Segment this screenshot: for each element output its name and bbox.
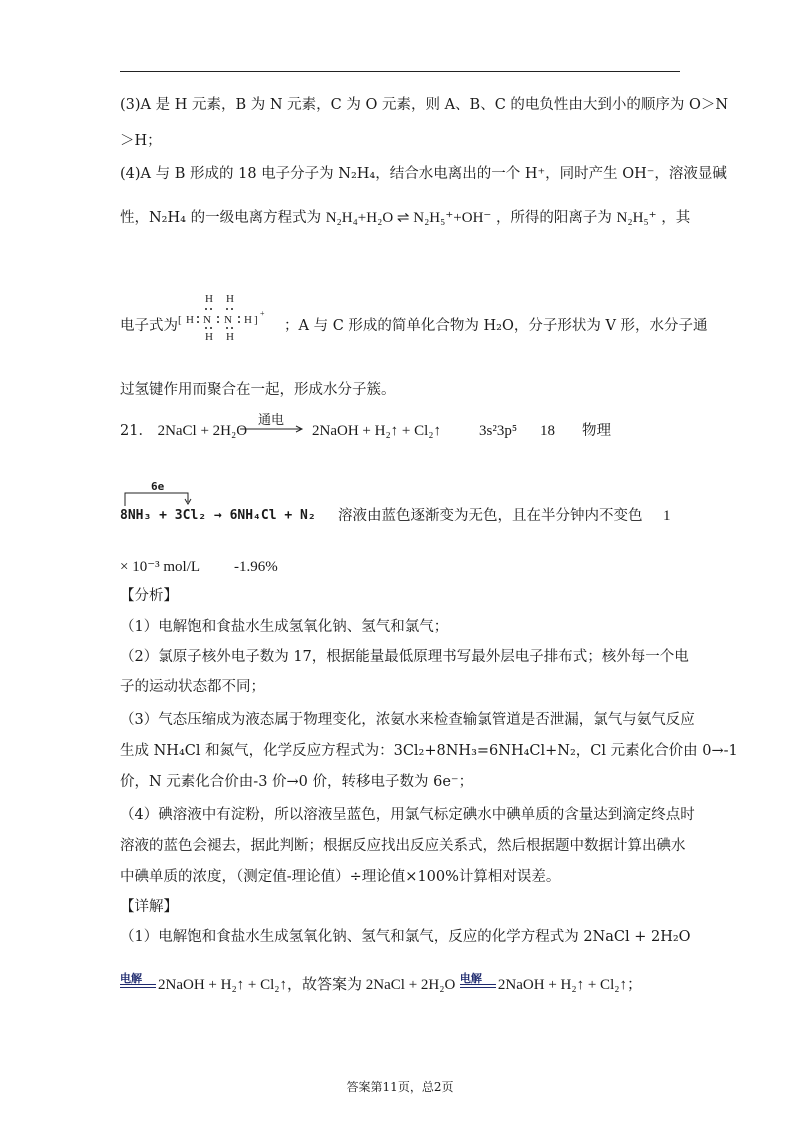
part4-line2-post: ，所得的阳离子为 xyxy=(495,210,612,226)
electrolysis-arrow xyxy=(240,409,306,435)
electrolysis-condition: 通电 xyxy=(258,413,285,428)
svg-text:H: H xyxy=(205,331,213,343)
analysis-p2a: （2）氯原子核外电子数为 17，根据能量最低原理书写最外层电子排布式；核外每一个电 xyxy=(120,649,689,665)
detail-p1b-1: 2NaOH + H₂↑ + Cl₂↑，故答案为 2NaCl + 2H₂O xyxy=(158,977,456,993)
svg-text:H: H xyxy=(244,314,252,326)
electrolysis-label-1: 电解 xyxy=(120,972,142,985)
part4-line3-pre: 电子式为 xyxy=(120,318,178,334)
svg-text:N: N xyxy=(203,314,211,326)
q21-value-1: 1 xyxy=(663,508,671,524)
page-footer: 答案第11页，总2页 xyxy=(346,1080,454,1094)
svg-text:H: H xyxy=(226,331,234,343)
part4-line1: (4)A 与 B 形成的 18 电子分子为 N₂H₄，结合水电离出的一个 H⁺，同时产生 OH⁻，溶液显碱 xyxy=(120,166,727,182)
analysis-heading: 【分析】 xyxy=(120,588,178,604)
electrolysis-sign-1 xyxy=(120,970,158,994)
header-rule xyxy=(120,71,680,72)
cation-formula: N₂H₅⁺ xyxy=(616,210,657,226)
q21-config: 3s²3p⁵ xyxy=(479,423,518,439)
part4-line3-post: ；A 与 C 形成的简单化合物为 H₂O，分子形状为 V 形，水分子通 xyxy=(284,318,708,334)
q21-line xyxy=(120,422,247,440)
part4-line4: 过氢键作用而聚合在一起，形成水分子簇。 xyxy=(120,382,396,398)
analysis-p4a: （4）碘溶液中有淀粉，所以溶液呈蓝色，用氯气标定碘水中碘单质的含量达到滴定终点时 xyxy=(120,807,695,823)
electrolysis-sign-2 xyxy=(460,970,498,994)
analysis-p1: （1）电解饱和食盐水生成氢氧化钠、氢气和氯气； xyxy=(120,619,449,635)
redox-diagram xyxy=(120,480,320,526)
svg-text:+: + xyxy=(260,309,265,318)
part3-line1: (3)A 是 H 元素，B 为 N 元素，C 为 O 元素，则 A、B、C 的电负性由大到小的顺序为 O＞N xyxy=(120,97,729,113)
q21-error: -1.96% xyxy=(234,559,278,575)
q21-electrons: 18 xyxy=(540,423,555,439)
svg-text:[: [ xyxy=(178,314,182,326)
lewis-structure-diagram xyxy=(176,292,282,344)
detail-p1b xyxy=(120,970,642,994)
q21-eq-right: 2NaOH + H₂↑ + Cl₂↑ xyxy=(312,423,442,439)
q21-change: 物理 xyxy=(582,423,611,439)
detail-heading: 【详解】 xyxy=(120,899,178,915)
transfer-label: 6e xyxy=(151,480,165,493)
electrolysis-label-2: 电解 xyxy=(459,972,482,985)
svg-text:N: N xyxy=(224,314,232,326)
svg-text:H: H xyxy=(205,293,213,305)
q21-eq-left: 2NaCl + 2H₂O xyxy=(157,423,248,439)
svg-text:]: ] xyxy=(254,314,258,326)
detail-p1a: （1）电解饱和食盐水生成氢氧化钠、氢气和氯气，反应的化学方程式为 2NaCl + 2H₂O xyxy=(120,929,691,945)
part4-line2 xyxy=(120,209,690,227)
part3-line2: ＞H； xyxy=(120,133,162,149)
redox-equation: 8NH₃ + 3Cl₂ → 6NH₄Cl + N₂ xyxy=(120,508,316,523)
analysis-p4b: 溶液的蓝色会褪去，据此判断；根据反应找出反应关系式，然后根据题中数据计算出碘水 xyxy=(120,838,686,854)
analysis-p3b: 生成 NH₄Cl 和氮气，化学反应方程式为：3Cl₂+8NH₃=6NH₄Cl+N₂，Cl 元素化合价由 0→-1 xyxy=(120,743,738,759)
ionization-equation: N₂H₄+H₂O ⇌ N₂H₅⁺+OH⁻ xyxy=(325,210,492,226)
analysis-p3a: （3）气态压缩成为液态属于物理变化，浓氨水来检查输氯管道是否泄漏，氯气与氨气反应 xyxy=(120,712,695,728)
part4-line2-pre: 性，N₂H₄ 的一级电离方程式为 xyxy=(120,210,322,226)
svg-text:H: H xyxy=(226,293,234,305)
q21-value-2: × 10⁻³ mol/L xyxy=(120,559,201,575)
analysis-p2b: 子的运动状态都不同； xyxy=(120,679,265,695)
part4-line2-end: ，其 xyxy=(661,210,691,226)
q21-endpoint: 溶液由蓝色逐渐变为无色，且在半分钟内不变色 xyxy=(338,508,643,524)
q21-number: 21． xyxy=(120,423,153,439)
analysis-p3c: 价，N 元素化合价由-3 价→0 价，转移电子数为 6e⁻； xyxy=(120,774,474,790)
detail-p1b-2: 2NaOH + H₂↑ + Cl₂↑； xyxy=(497,977,642,993)
svg-text:H: H xyxy=(186,314,194,326)
part4-line3 xyxy=(120,317,178,335)
analysis-p4c: 中碘单质的浓度，（测定值-理论值）÷理论值×100%计算相对误差。 xyxy=(120,869,561,885)
